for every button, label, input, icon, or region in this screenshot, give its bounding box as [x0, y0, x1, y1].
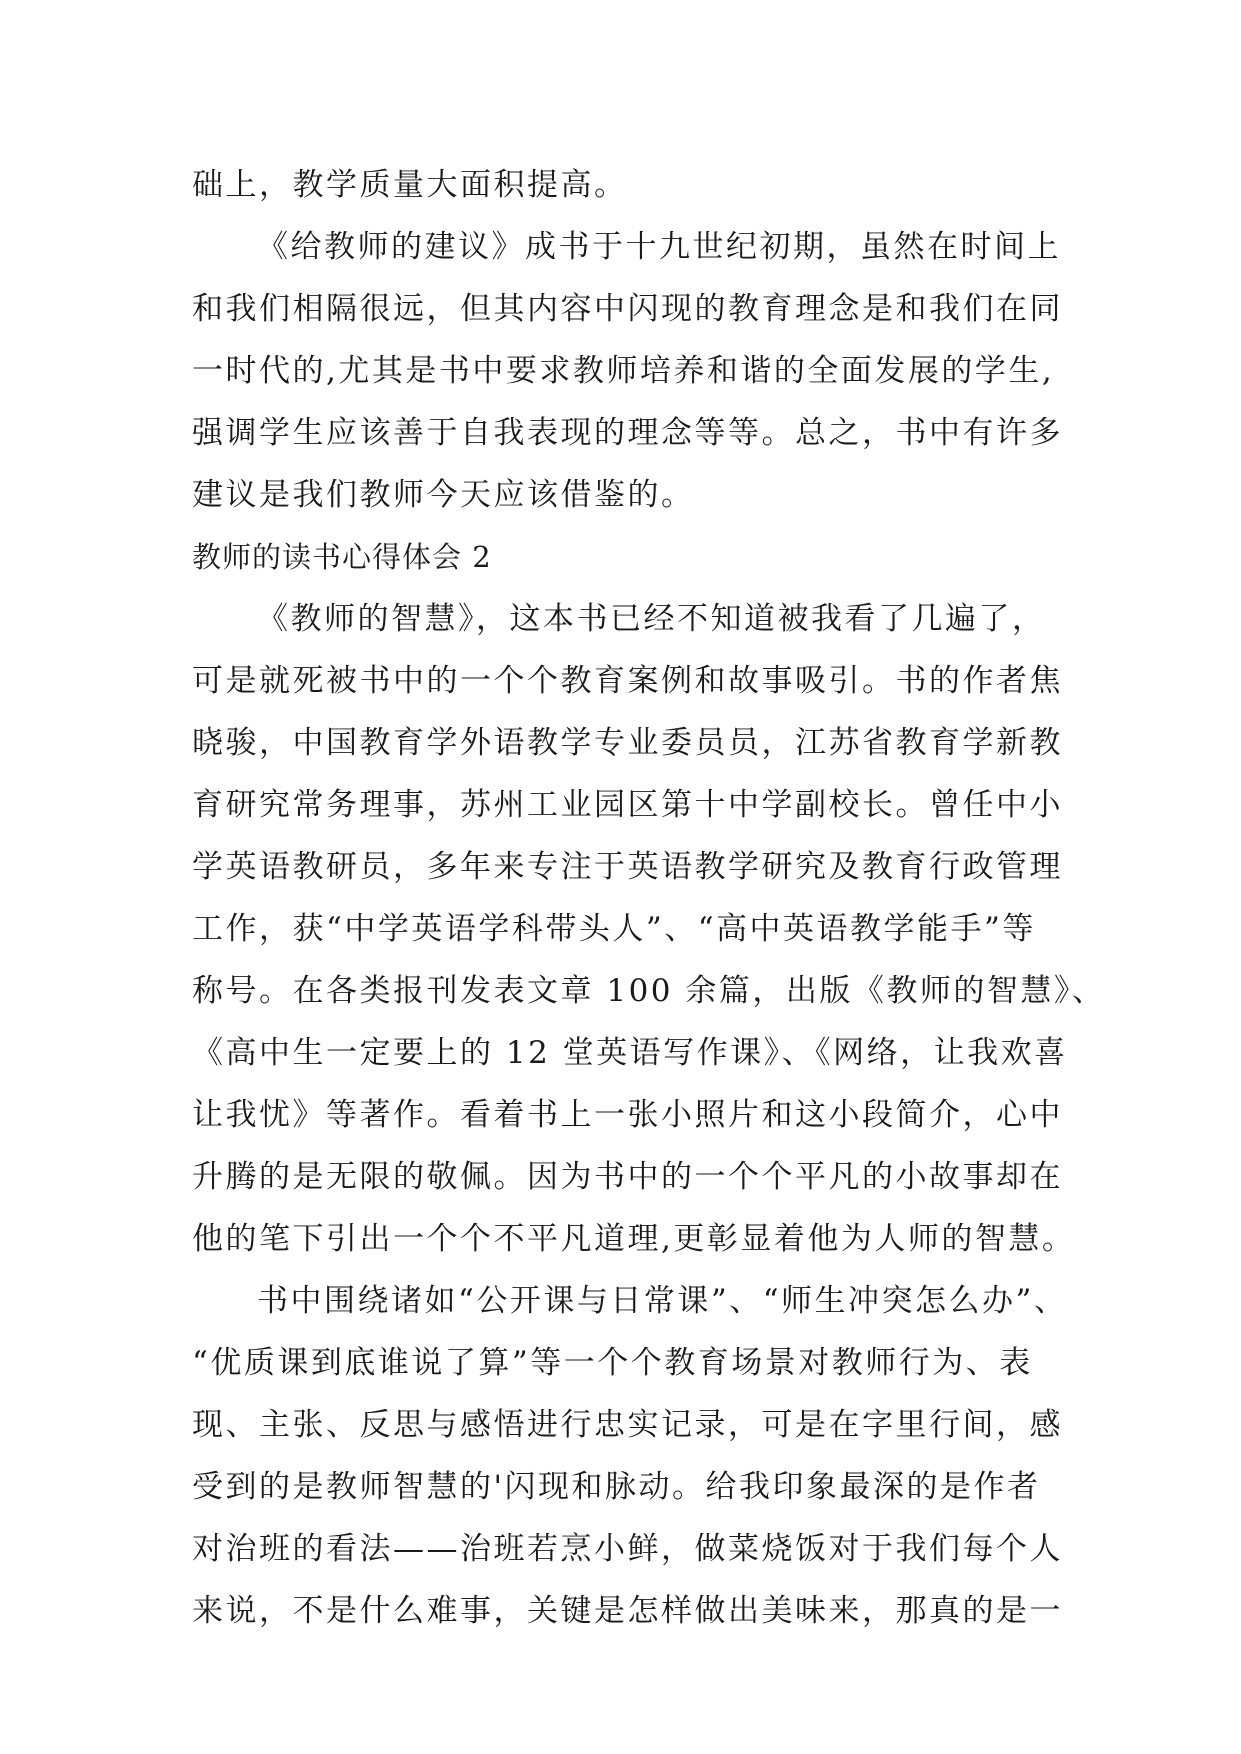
paragraph-3-line-9: 让我忧》等著作。看着书上一张小照片和这小段简介，心中	[192, 1097, 1063, 1133]
paragraph-3-line-2: 可是就死被书中的一个个教育案例和故事吸引。书的作者焦	[192, 663, 1063, 699]
paragraph-2-line-2: 和我们相隔很远，但其内容中闪现的教育理念是和我们在同	[192, 291, 1063, 327]
paragraph-4-line-2: “优质课到底谁说了算”等一个个教育场景对教师行为、表	[192, 1345, 1033, 1381]
document-body	[192, 154, 1112, 1642]
section-heading: 教师的读书心得体会 2	[192, 540, 492, 574]
paragraph-3-line-4: 育研究常务理事，苏州工业园区第十中学副校长。曾任中小	[192, 787, 1063, 823]
paragraph-3-line-7: 称号。在各类报刊发表文章 100 余篇，出版《教师的智慧》、	[192, 973, 1106, 1009]
paragraph-4-line-3: 现、主张、反思与感悟进行忠实记录，可是在字里行间，感	[192, 1407, 1063, 1443]
paragraph-2-line-4: 强调学生应该善于自我表现的理念等等。总之，书中有许多	[192, 415, 1063, 451]
paragraph-3-line-1: 《教师的智慧》，这本书已经不知道被我看了几遍了，	[257, 601, 1046, 637]
paragraph-4-line-1: 书中围绕诸如“公开课与日常课”、“师生冲突怎么办”、	[257, 1283, 1068, 1319]
paragraph-3-line-11: 他的笔下引出一个个不平凡道理,更彰显着他为人师的智慧。	[192, 1221, 1076, 1257]
paragraph-3-line-8: 《高中生一定要上的 12 堂英语写作课》、《网络，让我欢喜	[192, 1035, 1068, 1071]
paragraph-2-line-5: 建议是我们教师今天应该借鉴的。	[192, 477, 695, 513]
paragraph-1-line-1: 础上，教学质量大面积提高。	[192, 167, 628, 203]
paragraph-4-line-4: 受到的是教师智慧的'闪现和脉动。给我印象最深的是作者	[192, 1469, 1041, 1505]
paragraph-3-line-6: 工作，获“中学英语学科带头人”、“高中英语教学能手”等	[192, 911, 1036, 947]
paragraph-3-line-5: 学英语教研员，多年来专注于英语教学研究及教育行政管理	[192, 849, 1063, 885]
paragraph-4-line-6: 来说，不是什么难事，关键是怎样做出美味来，那真的是一	[192, 1593, 1063, 1629]
paragraph-4-line-5: 对治班的看法——治班若烹小鲜，做菜烧饭对于我们每个人	[192, 1531, 1063, 1567]
paragraph-3-line-3: 晓骏，中国教育学外语教学专业委员员，江苏省教育学新教	[192, 725, 1063, 761]
paragraph-2-line-3: 一时代的,尤其是书中要求教师培养和谐的全面发展的学生,	[192, 353, 1055, 389]
paragraph-3-line-10: 升腾的是无限的敬佩。因为书中的一个个平凡的小故事却在	[192, 1159, 1063, 1195]
paragraph-2-line-1: 《给教师的建议》成书于十九世纪初期，虽然在时间上	[257, 229, 1061, 265]
